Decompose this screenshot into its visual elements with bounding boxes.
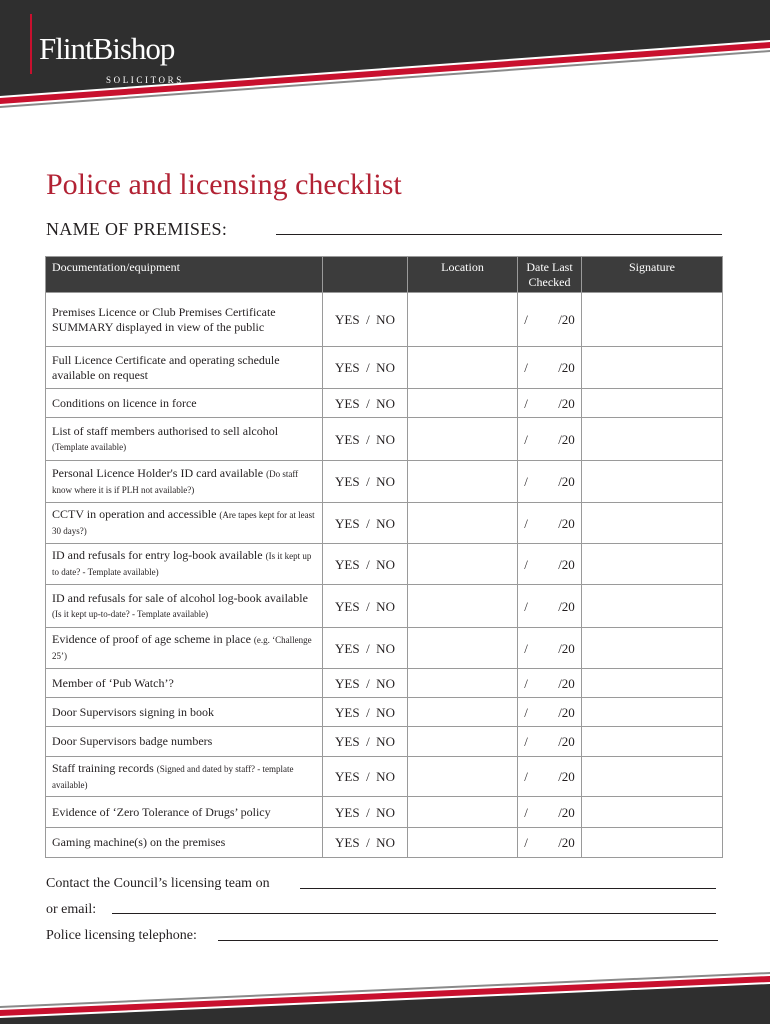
date-cell[interactable] [518, 669, 582, 698]
date-year: /20 [558, 474, 575, 489]
date-cell[interactable] [518, 293, 582, 347]
table-body [46, 293, 723, 858]
signature-cell[interactable] [582, 698, 723, 727]
table-row [46, 503, 723, 544]
item-label: CCTV in operation and accessible [52, 507, 217, 521]
date-cell[interactable] [518, 698, 582, 727]
item-label: Premises Licence or Club Premises Certificate SUMMARY displayed in view of the public [52, 304, 276, 334]
header-answer [323, 257, 408, 293]
location-cell[interactable] [408, 669, 518, 698]
signature-cell[interactable] [582, 757, 723, 797]
signature-cell[interactable] [582, 503, 723, 544]
date-year: /20 [558, 395, 575, 411]
item-label: Personal Licence Holder's ID card available [52, 465, 264, 480]
yes-no-cell[interactable]: YES / NO [323, 544, 408, 585]
item-note: (Signed and dated by staff? - template available) [52, 763, 294, 790]
date-year: /20 [558, 804, 575, 820]
date-separator: / [524, 431, 528, 447]
date-year: /20 [558, 835, 575, 850]
item-cell [46, 757, 323, 797]
item-label: Member of ‘Pub Watch’? [52, 675, 174, 690]
date-year: /20 [558, 431, 575, 447]
item-note: (Template available) [52, 441, 127, 452]
date-cell[interactable] [518, 757, 582, 797]
signature-cell[interactable] [582, 347, 723, 389]
item-label: Staff training records [52, 760, 154, 775]
table-row [46, 757, 723, 797]
date-cell[interactable] [518, 797, 582, 828]
date-separator: / [524, 598, 528, 614]
item-label: Gaming machine(s) on the premises [52, 835, 226, 849]
item-cell [46, 628, 323, 669]
brand-logo [30, 14, 230, 85]
date-separator: / [524, 556, 528, 572]
page-title: Police and licensing checklist [46, 168, 402, 201]
item-note: (Are tapes kept for at least 30 days?) [52, 510, 315, 536]
yes-no-cell[interactable]: YES / NO [323, 461, 408, 503]
location-cell[interactable] [408, 544, 518, 585]
item-cell [46, 698, 323, 727]
yes-no-cell[interactable]: YES / NO [323, 757, 408, 797]
yes-no-cell[interactable]: YES / NO [323, 585, 408, 628]
item-label: Evidence of proof of age scheme in place [52, 632, 251, 646]
location-cell[interactable] [408, 698, 518, 727]
date-year: /20 [558, 360, 575, 375]
item-cell [46, 389, 323, 418]
date-year: /20 [558, 312, 575, 327]
date-year: /20 [558, 769, 575, 784]
signature-cell[interactable] [582, 669, 723, 698]
date-cell[interactable] [518, 389, 582, 418]
date-separator: / [524, 640, 528, 656]
yes-no-cell[interactable]: YES / NO [323, 727, 408, 757]
date-separator: / [524, 804, 528, 820]
location-cell[interactable] [408, 461, 518, 503]
location-cell[interactable] [408, 585, 518, 628]
date-cell[interactable] [518, 628, 582, 669]
item-label: Evidence of ‘Zero Tolerance of Drugs’ policy [52, 804, 271, 819]
table-row [46, 461, 723, 503]
table-row [46, 418, 723, 461]
date-year: /20 [558, 515, 575, 531]
header-documentation: Documentation/equipment [46, 257, 323, 293]
date-separator: / [524, 835, 528, 850]
date-year: /20 [558, 556, 575, 572]
table-row [46, 544, 723, 585]
date-separator: / [524, 675, 528, 691]
item-cell [46, 797, 323, 828]
police-telephone-field[interactable] [218, 940, 718, 941]
footer-band [0, 968, 770, 1024]
date-separator: / [524, 704, 528, 720]
date-year: /20 [558, 598, 575, 614]
item-cell [46, 503, 323, 544]
signature-cell[interactable] [582, 418, 723, 461]
yes-no-cell[interactable]: YES / NO [323, 293, 408, 347]
date-separator: / [524, 734, 528, 749]
contact-label: Contact the Council’s licensing team on [46, 876, 270, 891]
date-cell[interactable] [518, 461, 582, 503]
date-cell[interactable] [518, 544, 582, 585]
location-cell[interactable] [408, 797, 518, 828]
date-separator: / [524, 312, 528, 327]
yes-no-cell[interactable]: YES / NO [323, 628, 408, 669]
date-separator: / [524, 395, 528, 411]
item-label: Full Licence Certificate and operating schedule available on request [52, 352, 280, 382]
date-cell[interactable] [518, 503, 582, 544]
table-header-row [46, 257, 723, 293]
date-cell[interactable] [518, 585, 582, 628]
header-date-last-checked: Date Last Checked [518, 257, 582, 293]
location-cell[interactable] [408, 628, 518, 669]
signature-cell[interactable] [582, 797, 723, 828]
item-cell [46, 828, 323, 858]
date-separator: / [524, 515, 528, 531]
signature-cell[interactable] [582, 293, 723, 347]
yes-no-cell[interactable]: YES / NO [323, 389, 408, 418]
yes-no-cell[interactable]: YES / NO [323, 828, 408, 858]
premises-name-field[interactable] [276, 234, 722, 235]
date-cell[interactable] [518, 828, 582, 858]
item-cell [46, 727, 323, 757]
location-cell[interactable] [408, 293, 518, 347]
table-row [46, 389, 723, 418]
item-cell [46, 544, 323, 585]
table-row [46, 669, 723, 698]
yes-no-cell[interactable]: YES / NO [323, 347, 408, 389]
date-separator: / [524, 769, 528, 784]
table-row [46, 628, 723, 669]
item-cell [46, 669, 323, 698]
date-year: /20 [558, 704, 575, 720]
item-cell [46, 461, 323, 503]
date-year: /20 [558, 640, 575, 656]
signature-cell[interactable] [582, 544, 723, 585]
location-cell[interactable] [408, 503, 518, 544]
header-location: Location [408, 257, 518, 293]
location-cell[interactable] [408, 389, 518, 418]
date-cell[interactable] [518, 347, 582, 389]
item-note: (e.g. ‘Challenge 25’) [52, 635, 312, 661]
table-row [46, 727, 723, 757]
item-label: ID and refusals for sale of alcohol log-book available [52, 590, 308, 605]
location-cell[interactable] [408, 828, 518, 858]
logo-subtitle: SOLICITORS [106, 75, 184, 85]
item-note: (Is it kept up-to-date? - Template available) [52, 608, 209, 619]
location-cell[interactable] [408, 418, 518, 461]
location-cell[interactable] [408, 757, 518, 797]
table-row [46, 828, 723, 858]
email-label: or email: [46, 902, 97, 917]
header-signature: Signature [582, 257, 723, 293]
yes-no-cell[interactable]: YES / NO [323, 418, 408, 461]
item-cell [46, 293, 323, 347]
location-cell[interactable] [408, 727, 518, 757]
table-row [46, 293, 723, 347]
table-row [46, 698, 723, 727]
date-cell[interactable] [518, 727, 582, 757]
date-year: /20 [558, 675, 575, 691]
yes-no-cell[interactable]: YES / NO [323, 698, 408, 727]
yes-no-cell[interactable]: YES / NO [323, 503, 408, 544]
logo-accent-bar [30, 14, 32, 74]
contact-field[interactable] [300, 888, 716, 889]
date-cell[interactable] [518, 418, 582, 461]
signature-cell[interactable] [582, 628, 723, 669]
item-label: ID and refusals for entry log-book available [52, 548, 263, 562]
item-label: Door Supervisors badge numbers [52, 734, 213, 748]
logo-name: FlintBishop [39, 31, 175, 66]
item-label: Door Supervisors signing in book [52, 704, 214, 719]
location-cell[interactable] [408, 347, 518, 389]
signature-cell[interactable] [582, 828, 723, 858]
date-year: /20 [558, 734, 575, 749]
signature-cell[interactable] [582, 389, 723, 418]
email-field[interactable] [112, 913, 716, 914]
item-label: List of staff members authorised to sell alcohol [52, 423, 279, 438]
item-cell [46, 347, 323, 389]
item-cell [46, 585, 323, 628]
table-row [46, 797, 723, 828]
item-note: (Do staff know where it is if PLH not available?) [52, 468, 299, 495]
date-separator: / [524, 360, 528, 375]
police-telephone-label: Police licensing telephone: [46, 928, 197, 943]
yes-no-cell[interactable]: YES / NO [323, 669, 408, 698]
item-note: (Is it kept up to date? - Template available) [52, 551, 312, 577]
signature-cell[interactable] [582, 727, 723, 757]
signature-cell[interactable] [582, 461, 723, 503]
yes-no-cell[interactable]: YES / NO [323, 797, 408, 828]
checklist-table [45, 256, 723, 858]
item-label: Conditions on licence in force [52, 395, 197, 410]
signature-cell[interactable] [582, 585, 723, 628]
item-cell [46, 418, 323, 461]
premises-label: NAME OF PREMISES: [46, 219, 228, 239]
table-row [46, 585, 723, 628]
date-separator: / [524, 474, 528, 489]
table-row [46, 347, 723, 389]
